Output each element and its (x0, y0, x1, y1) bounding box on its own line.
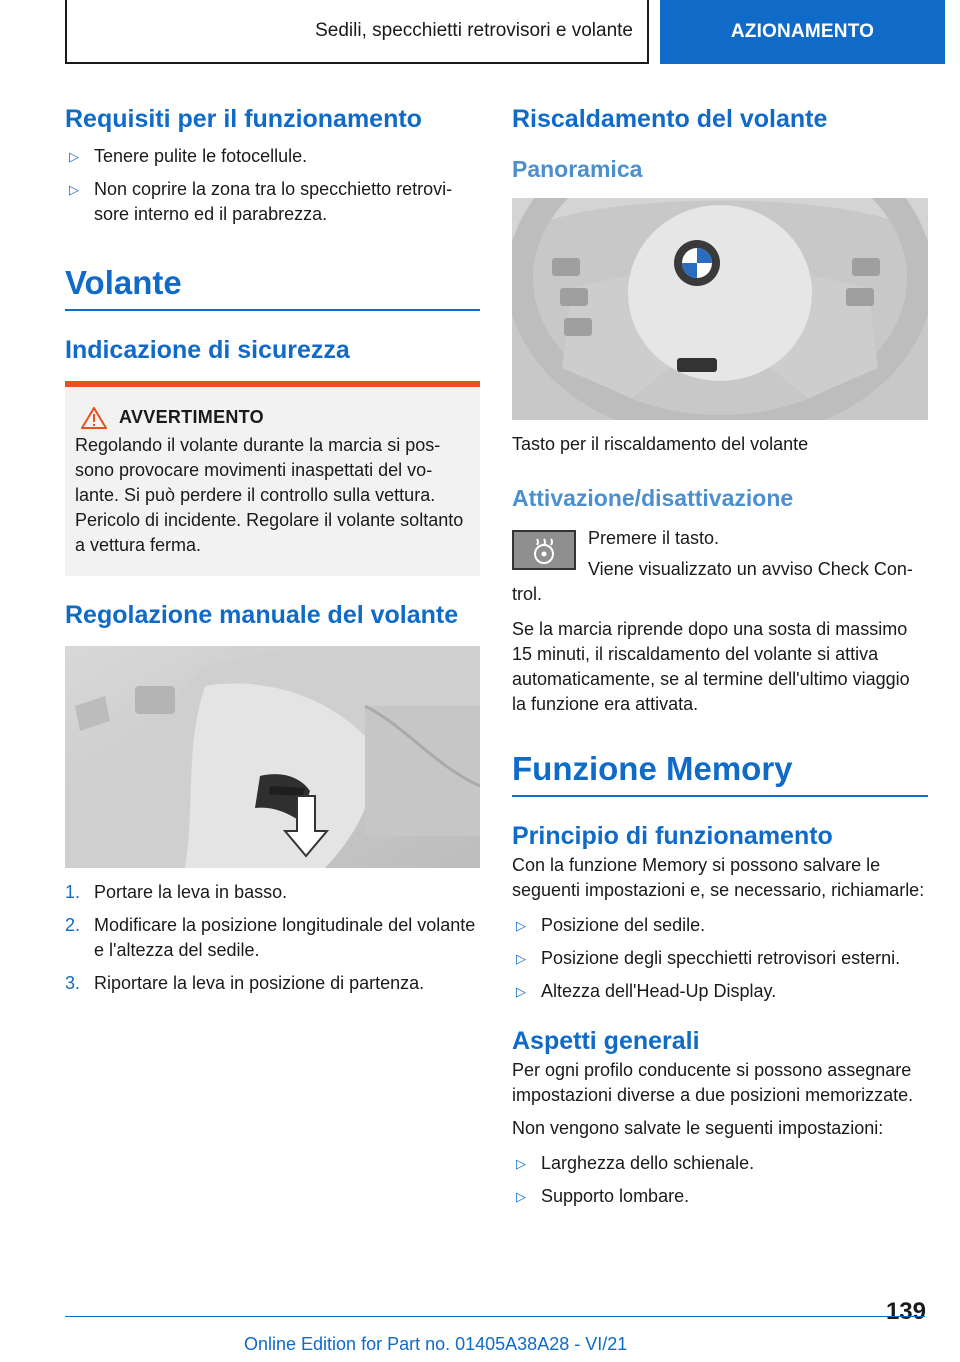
triangle-right-icon: ▷ (516, 983, 526, 999)
triangle-right-icon: ▷ (69, 182, 79, 197)
right-column (512, 100, 928, 1209)
general-title: Aspetti generali (512, 1026, 700, 1055)
toggle-title: Attivazione/disattivazione (512, 484, 794, 511)
chapter-volante: Volante (65, 263, 480, 311)
general-text-2: Non vengono salvate le seguenti impostazioni: (512, 1117, 884, 1138)
page-number: 139 (885, 1298, 926, 1325)
req-title: Requisiti per il funzionamento (65, 105, 422, 133)
steps-list (65, 880, 480, 996)
warning-box (65, 381, 480, 576)
list-item: 1. Portare la leva in basso. (65, 881, 288, 902)
triangle-right-icon: ▷ (516, 1155, 526, 1171)
general-list (512, 1151, 928, 1209)
steering-lever-illustration (65, 646, 480, 868)
left-column (65, 100, 480, 996)
header-section-label: AZIONAMENTO (730, 21, 875, 42)
footer-edition: Online Edition for Part no. 01405A38A28 - VI/21 (244, 1334, 628, 1354)
list-item: ▷ Supporto lombare. (512, 1184, 928, 1209)
triangle-right-icon: ▷ (69, 149, 79, 164)
heat-title: Riscaldamento del volante (512, 105, 828, 133)
list-item: ▷ Posizione degli specchietti retrovisori esterni. (512, 946, 928, 971)
triangle-right-icon: ▷ (516, 1188, 526, 1204)
illustration-caption: Tasto per il riscaldamento del volante (512, 433, 809, 454)
steering-wheel-illustration (512, 198, 928, 420)
list-item: ▷ Tenere pulite le fotocellule. (65, 144, 480, 169)
warning-triangle-icon (81, 407, 107, 429)
header-section-tab (660, 0, 945, 64)
safety-title: Indicazione di sicurezza (65, 335, 350, 364)
list-item: ▷ Non coprire la zona tra lo specchietto retrovisore interno ed il parabrezza. (69, 179, 453, 224)
list-item: 3. Riportare la leva in posizione di partenza. (65, 972, 425, 993)
triangle-right-icon: ▷ (516, 917, 526, 933)
warning-label: AVVERTIMENTO (119, 407, 264, 428)
toggle-step-2: Viene visualizzato un avviso Check Control. (512, 559, 913, 605)
general-text-1: Per ogni profilo conducente si possono assegnare impostazioni diverse a due posizioni memorizzate. (512, 1059, 914, 1105)
toggle-block (512, 526, 928, 607)
toggle-step-1: Premere il tasto. (588, 528, 720, 549)
overview-title: Panoramica (512, 156, 643, 182)
list-item: 2. Modificare la posizione longitudinale del volante e l'altezza del sedile. (65, 914, 476, 960)
footer-rule (65, 1316, 925, 1317)
triangle-right-icon: ▷ (516, 950, 526, 966)
steering-wheel-heating-icon (512, 530, 576, 570)
req-list (65, 144, 480, 227)
list-item: ▷ Posizione del sedile. (512, 913, 928, 938)
header-chapter-title: Sedili, specchietti retrovisori e volante (315, 20, 633, 41)
principle-list (512, 913, 928, 1004)
toggle-note: Se la marcia riprende dopo una sosta di massimo 15 minuti, il riscaldamento del volante si attiva automaticamente, se al termine dell'ultimo viaggio la funzione era attivata. (512, 619, 910, 715)
warning-header (75, 407, 470, 429)
warning-text: Regolando il volante durante la marcia si possono provocare movimenti inaspettati del volante. Si può perdere il controllo sulla vettura. Pericolo di incidente. Regolare il volante soltanto a vettura ferma. (75, 434, 464, 555)
principle-title: Principio di funzionamento (512, 821, 833, 850)
header-chapter-tab (65, 0, 649, 64)
list-item: ▷ Larghezza dello schienale. (512, 1151, 928, 1176)
list-item: ▷ Altezza dell'Head-Up Display. (512, 979, 928, 1004)
principle-text: Con la funzione Memory si possono salvare le seguenti impostazioni e, se necessario, richiamarle: (512, 854, 925, 900)
chapter-memory: Funzione Memory (512, 749, 928, 797)
manual-title: Regolazione manuale del volante (65, 600, 459, 629)
